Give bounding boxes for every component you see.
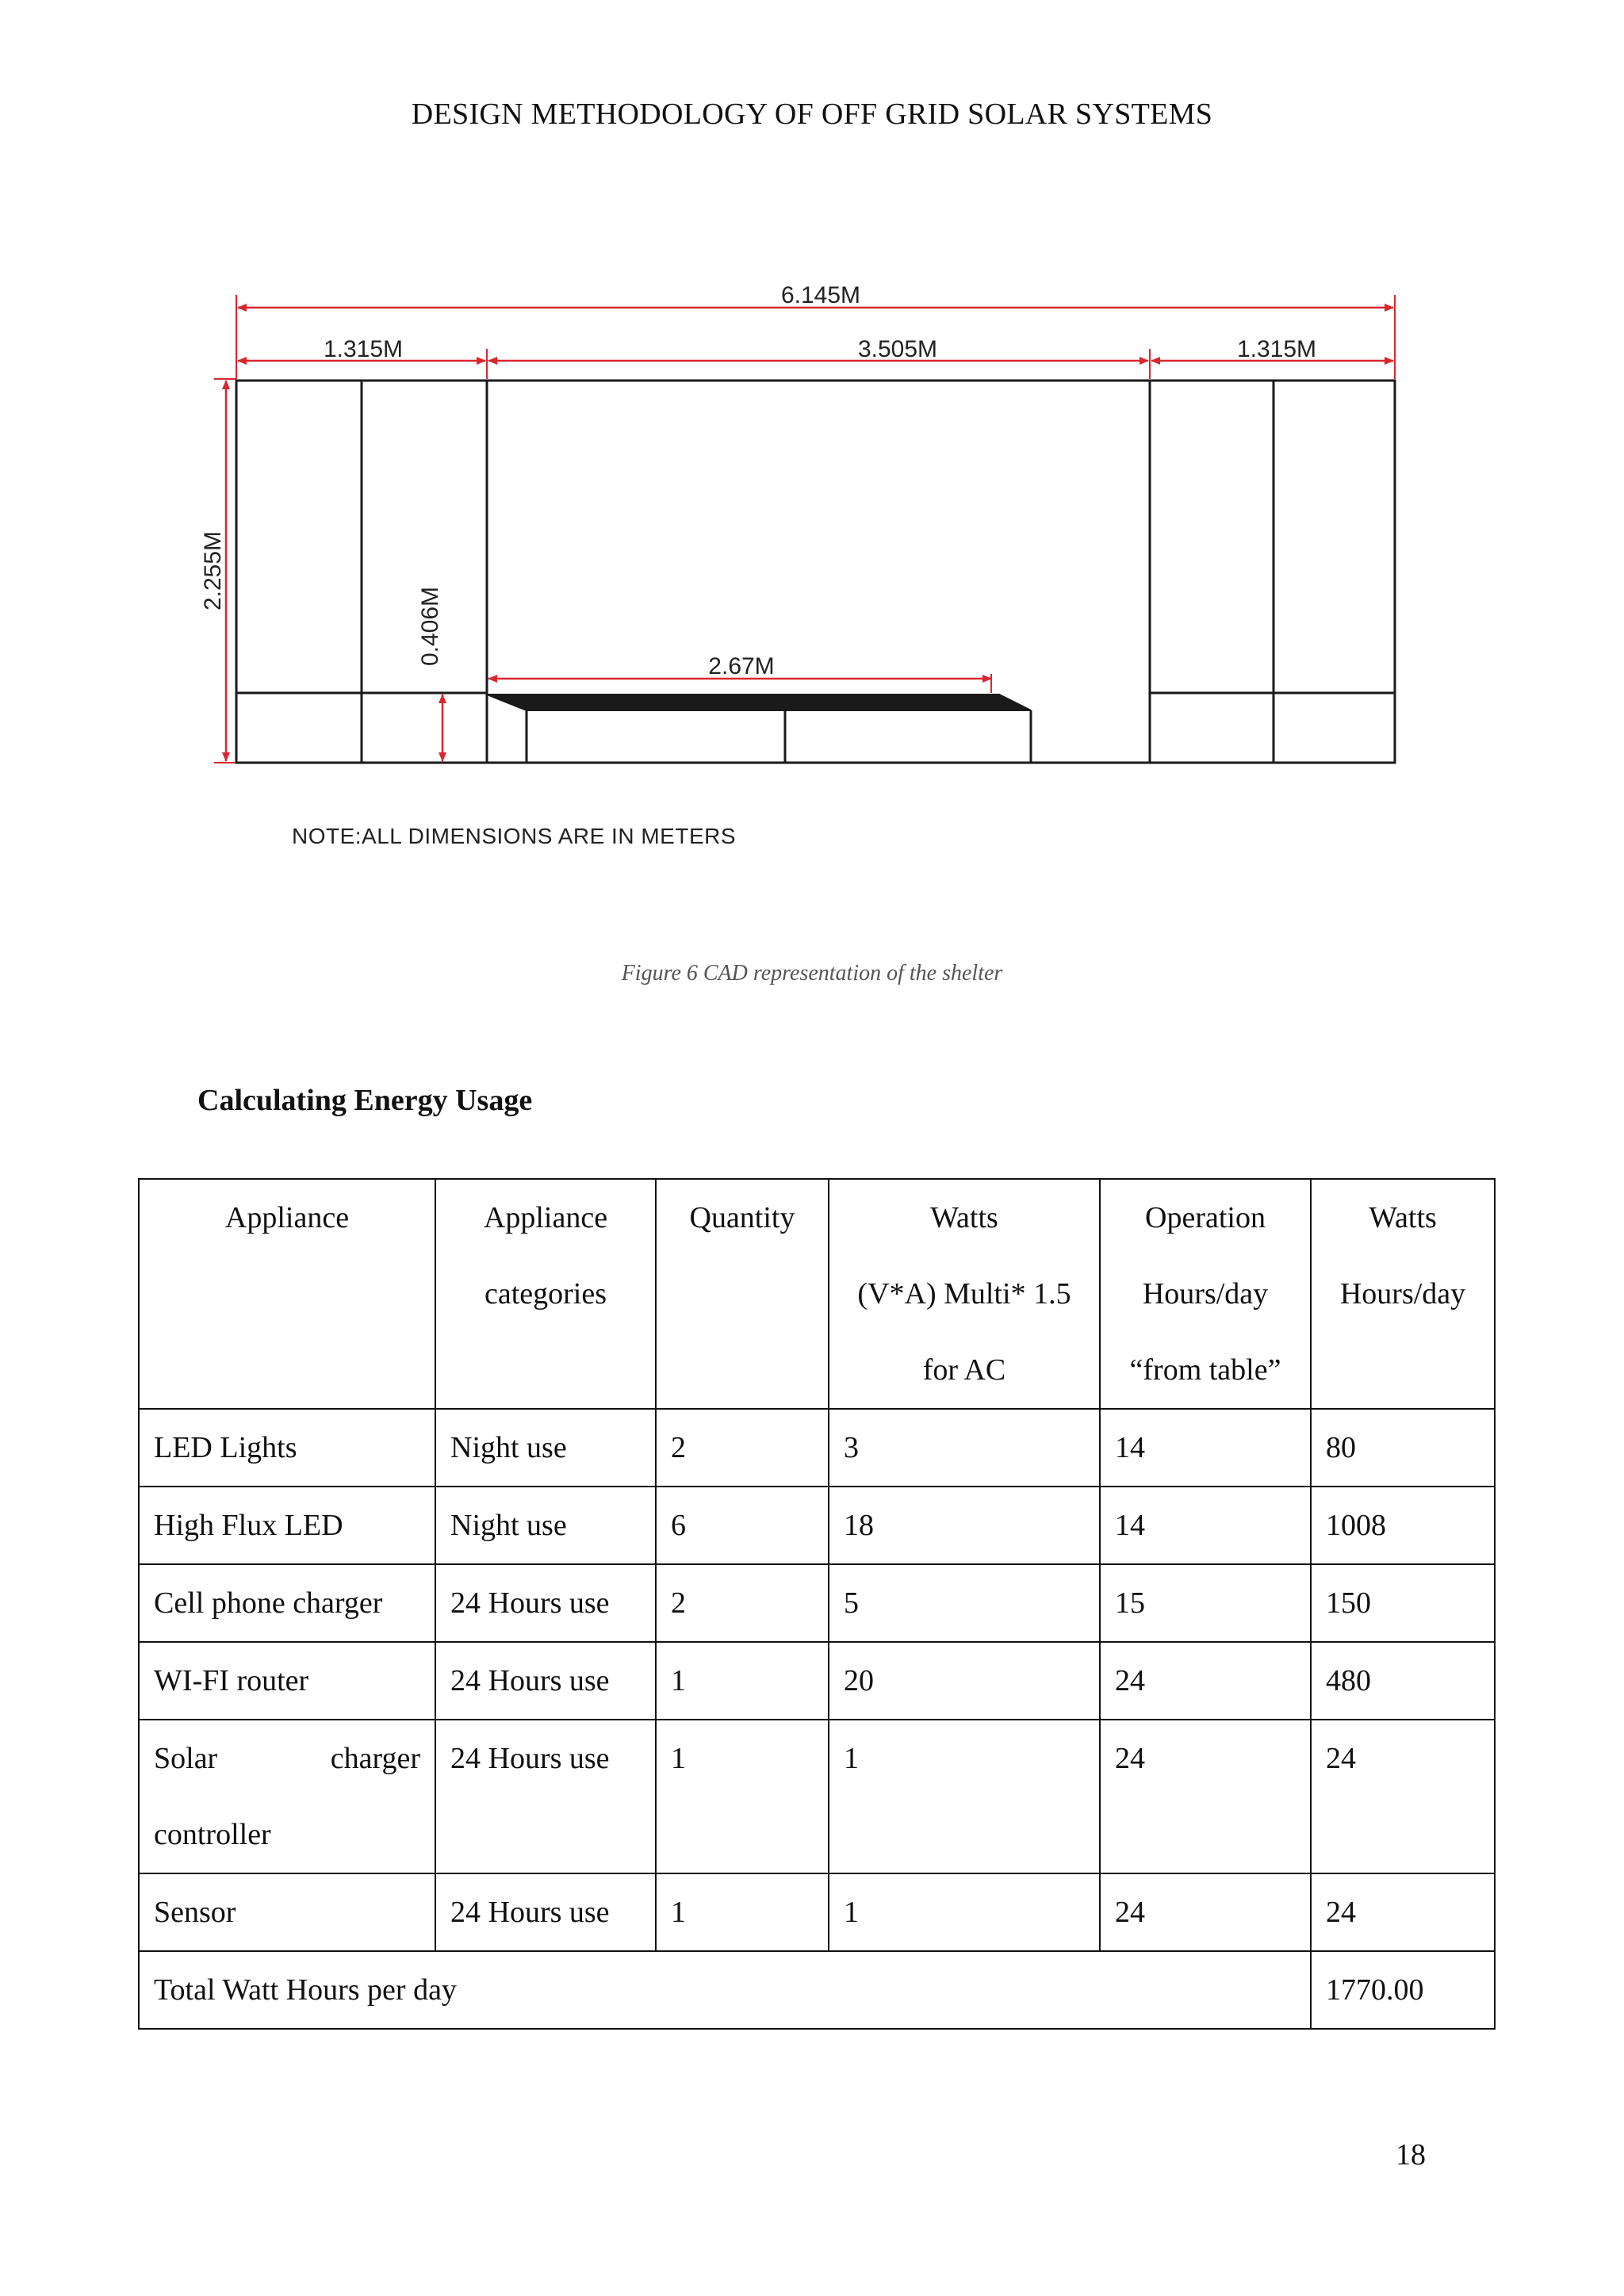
shelter-cad-drawing bbox=[0, 0, 1624, 912]
cell-category: 24 Hours use bbox=[435, 1642, 656, 1720]
cell-appliance: WI-FI router bbox=[139, 1642, 435, 1720]
label-middle-section: 3.505M bbox=[857, 336, 938, 362]
total-value: 1770.00 bbox=[1311, 1951, 1495, 2029]
page-number: 18 bbox=[1396, 2138, 1426, 2172]
cell-hours: 14 bbox=[1100, 1487, 1311, 1564]
energy-usage-table bbox=[138, 1178, 1496, 2030]
table-row bbox=[139, 1720, 1495, 1873]
table-row bbox=[139, 1564, 1495, 1642]
cell-watts: 18 bbox=[829, 1487, 1100, 1564]
cell-appliance: High Flux LED bbox=[139, 1487, 435, 1564]
cell-hours: 15 bbox=[1100, 1564, 1311, 1642]
cell-hours: 24 bbox=[1100, 1642, 1311, 1720]
cell-category: 24 Hours use bbox=[435, 1873, 656, 1951]
label-bench-height: 0.406M bbox=[417, 586, 443, 667]
table-row bbox=[139, 1873, 1495, 1951]
table-row bbox=[139, 1642, 1495, 1720]
cell-watts: 3 bbox=[829, 1409, 1100, 1487]
cell-category: 24 Hours use bbox=[435, 1564, 656, 1642]
total-label: Total Watt Hours per day bbox=[139, 1951, 1311, 2029]
table-row bbox=[139, 1487, 1495, 1564]
dimension-note: NOTE:ALL DIMENSIONS ARE IN METERS bbox=[292, 824, 737, 848]
label-overall-width: 6.145M bbox=[780, 282, 861, 308]
header-quantity: Quantity bbox=[656, 1179, 829, 1409]
cell-watts: 1 bbox=[829, 1720, 1100, 1873]
cell-watt-hours: 80 bbox=[1311, 1409, 1495, 1487]
cell-category: Night use bbox=[435, 1487, 656, 1564]
cell-quantity: 2 bbox=[656, 1409, 829, 1487]
cell-hours: 24 bbox=[1100, 1720, 1311, 1873]
cell-watt-hours: 24 bbox=[1311, 1873, 1495, 1951]
label-right-section: 1.315M bbox=[1236, 336, 1317, 362]
header-watt-hours: Watts Hours/day bbox=[1311, 1179, 1495, 1409]
cell-appliance: Sensor bbox=[139, 1873, 435, 1951]
cell-quantity: 2 bbox=[656, 1564, 829, 1642]
cell-watt-hours: 150 bbox=[1311, 1564, 1495, 1642]
cell-quantity: 6 bbox=[656, 1487, 829, 1564]
cell-hours: 24 bbox=[1100, 1873, 1311, 1951]
cell-watt-hours: 24 bbox=[1311, 1720, 1495, 1873]
header-watts: Watts (V*A) Multi* 1.5 for AC bbox=[829, 1179, 1100, 1409]
cell-watts: 20 bbox=[829, 1642, 1100, 1720]
header-appliance: Appliance bbox=[139, 1179, 435, 1409]
figure-caption: Figure 6 CAD representation of the shelter bbox=[621, 961, 1003, 985]
section-heading: Calculating Energy Usage bbox=[197, 1084, 533, 1117]
cell-appliance: LED Lights bbox=[139, 1409, 435, 1487]
label-height: 2.255M bbox=[200, 530, 226, 611]
table-row bbox=[139, 1409, 1495, 1487]
cell-quantity: 1 bbox=[656, 1873, 829, 1951]
label-left-section: 1.315M bbox=[323, 336, 404, 362]
cell-appliance: Cell phone charger bbox=[139, 1564, 435, 1642]
running-header: DESIGN METHODOLOGY OF OFF GRID SOLAR SYSTEMS bbox=[411, 98, 1213, 131]
cell-watts: 5 bbox=[829, 1564, 1100, 1642]
cell-quantity: 1 bbox=[656, 1642, 829, 1720]
cell-watt-hours: 480 bbox=[1311, 1642, 1495, 1720]
bench-top bbox=[487, 695, 1031, 710]
cell-category: 24 Hours use bbox=[435, 1720, 656, 1873]
table-total-row bbox=[139, 1951, 1495, 2029]
table-header-row bbox=[139, 1179, 1495, 1409]
cell-watts: 1 bbox=[829, 1873, 1100, 1951]
label-bench-length: 2.67M bbox=[708, 653, 775, 679]
cell-hours: 14 bbox=[1100, 1409, 1311, 1487]
cell-appliance: Solar charger controller bbox=[139, 1720, 435, 1873]
header-operation-hours: Operation Hours/day “from table” bbox=[1100, 1179, 1311, 1409]
header-appliance-categories: Appliance categories bbox=[435, 1179, 656, 1409]
cell-category: Night use bbox=[435, 1409, 656, 1487]
cell-watt-hours: 1008 bbox=[1311, 1487, 1495, 1564]
cell-quantity: 1 bbox=[656, 1720, 829, 1873]
